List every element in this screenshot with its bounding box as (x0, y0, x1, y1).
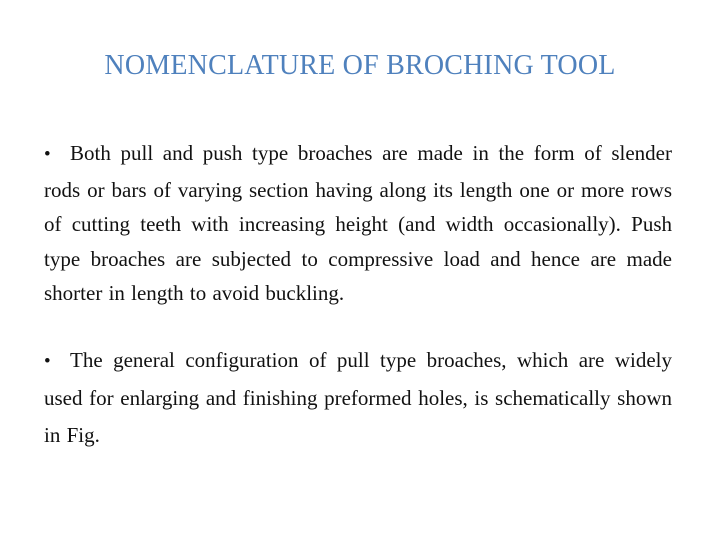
slide-title: NOMENCLATURE OF BROCHING TOOL (104, 50, 616, 81)
bullet-text: The general configuration of pull type broaches, which are widely used for enlarging and finishing preformed holes, is schematically shown in Fig. (44, 348, 672, 447)
bullet-marker: • (44, 351, 51, 372)
bullet-item (44, 342, 672, 454)
bullet-item (44, 136, 672, 311)
bullet-marker: • (44, 144, 51, 165)
bullet-text: Both pull and push type broaches are made in the form of slender rods or bars of varying section having along its length one or more rows of cutting teeth with increasing height (and width occasionally). Push type broaches are subjected to compressive load and hence are made shorter in length to avoid buckling. (44, 141, 672, 305)
